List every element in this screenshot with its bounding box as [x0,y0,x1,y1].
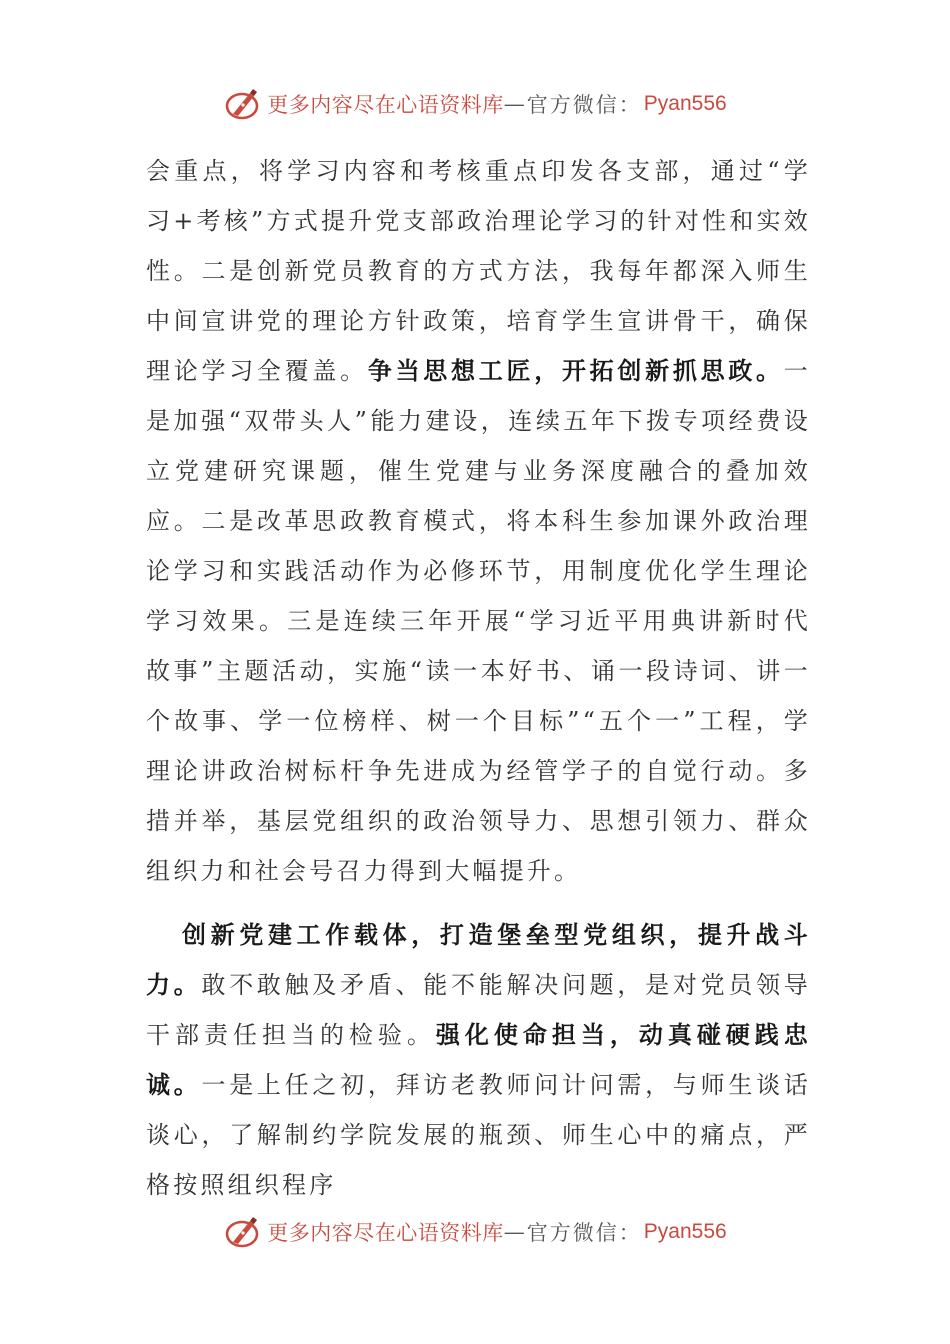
banner-wechat-label: 官方微信： [526,93,642,117]
banner-site-name: 更多内容尽在心语资料库 [267,93,504,117]
banner-wechat-id: Pyan556 [643,92,727,115]
paragraph-2 [146,910,811,1210]
paragraph-1-text-a: 会重点，将学习内容和考核重点印发各支部，通过“学习+考核”方式提升党支部政治理论学习的针对性和实效性。二是创新党员教育的方式方法，我每年都深入师生中间宣讲党的理论方针政策，培育学生宣讲骨干，确保理论学习全覆盖。 [146,157,811,385]
paragraph-1-text-b: 一是加强“双带头人”能力建设，连续五年下拨专项经费设立党建研究课题，催生党建与业务深度融合的叠加效应。二是改革思政教育模式，将本科生参加课外政治理论学习和实践活动作为必修环节，用制度优化学生理论学习效果。三是连续三年开展“学习近平用典讲新时代故事”主题活动，实施“读一本好书、诵一段诗词、讲一个故事、学一位榜样、树一个目标”“五个一”工程，学理论讲政治树标杆争先进成为经管学子的自觉行动。多措并举，基层党组织的政治领导力、思想引领力、群众组织力和社会号召力得到大幅提升。 [146,357,811,885]
pen-nib-circle-icon [223,84,263,124]
pen-nib-circle-icon [223,1212,263,1252]
document-body [146,146,811,1210]
paragraph-1-bold-heading: 争当思想工匠，开拓创新抓思政。 [367,356,784,385]
banner-wechat-label: 官方微信： [526,1221,642,1245]
banner-dash: — [503,1220,527,1244]
paragraph-2-bold-heading: 创新党建工作载体，打造堡垒型党组织，提升战斗力。 [146,920,811,999]
banner-dash: — [503,92,527,116]
paragraph-1 [146,146,811,896]
header-watermark-banner [0,82,950,126]
paragraph-2-bold-subheading: 强化使命担当，动真碰硬践忠诚。 [146,1020,811,1099]
banner-site-name: 更多内容尽在心语资料库 [267,1221,504,1245]
banner-wechat-id: Pyan556 [643,1220,727,1243]
paragraph-2-text-a: 敢不敢触及矛盾、能不能解决问题，是对党员领导干部责任担当的检验。 [146,971,811,1049]
paragraph-2-text-b: 一是上任之初，拜访老教师问计问需，与师生谈话谈心，了解制约学院发展的瓶颈、师生心中的痛点，严格按照组织程序 [146,1071,811,1199]
footer-watermark-banner [0,1210,950,1254]
